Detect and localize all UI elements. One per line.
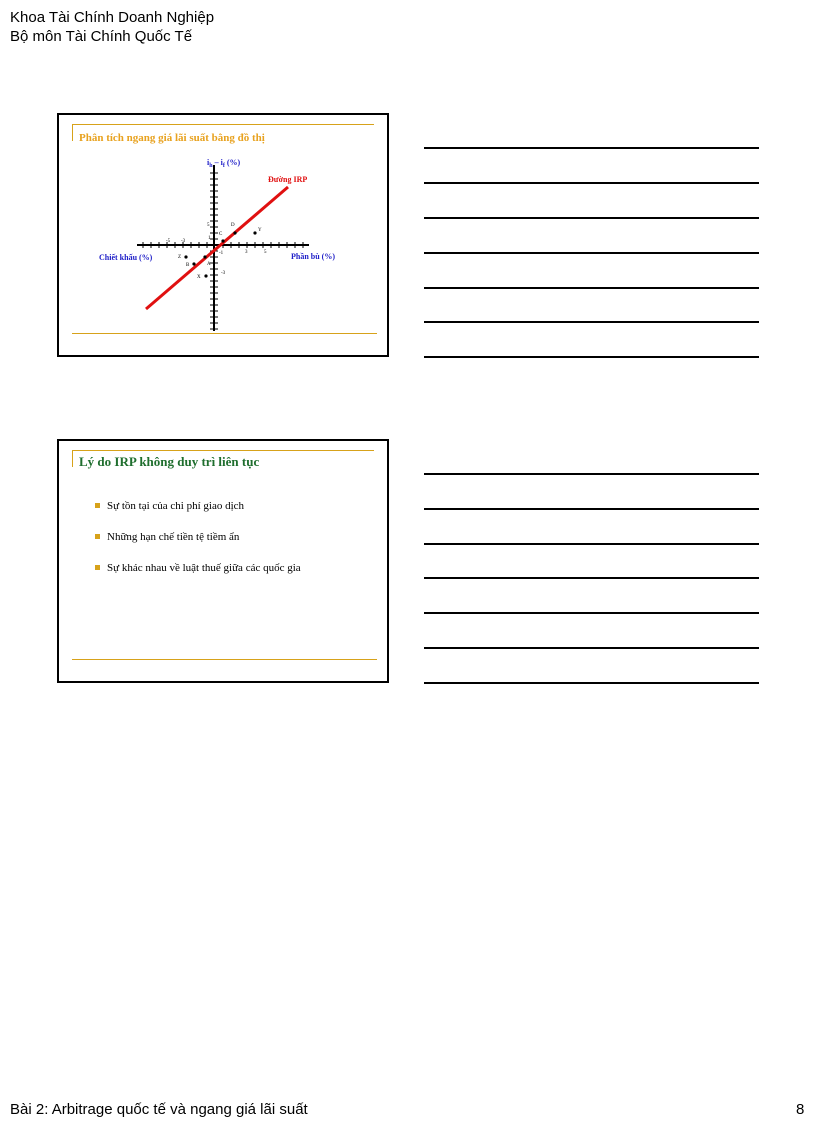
bullet-square-icon (95, 534, 100, 539)
note-line (424, 287, 759, 289)
note-line (424, 612, 759, 614)
header-department: Bộ môn Tài Chính Quốc Tế (10, 28, 193, 45)
bullet-square-icon (95, 565, 100, 570)
point-label-d: D (231, 223, 235, 228)
y-axis-label: $i_h - i_f$ (%) (207, 158, 241, 169)
tick-label-x-neg5: -5 (166, 239, 171, 244)
note-line (424, 543, 759, 545)
footer-rule (72, 659, 377, 660)
bullet-item: Sự tồn tại của chi phí giao dịch (95, 500, 244, 512)
note-line (424, 182, 759, 184)
note-line (424, 577, 759, 579)
note-line (424, 217, 759, 219)
point-label-z: Z (178, 255, 182, 260)
irp-line-label: Đường IRP (268, 175, 308, 184)
tick-label-y-1: 1 (208, 236, 211, 241)
point-label-y: Y (258, 228, 262, 233)
footer-lecture-title: Bài 2: Arbitrage quốc tế và ngang giá lãi suất (10, 1101, 308, 1118)
point-y (253, 231, 256, 234)
point-z (184, 255, 187, 258)
point-c (221, 239, 224, 242)
tick-label-y-neg3: -3 (221, 271, 226, 276)
slide-irp-graph (57, 113, 389, 357)
title-rule (72, 450, 374, 451)
bullet-item: Những hạn chế tiền tệ tiềm ẩn (95, 531, 239, 543)
page-number: 8 (796, 1101, 805, 1118)
slide-title: Phân tích ngang giá lãi suất bằng đồ thị (79, 132, 265, 144)
note-line (424, 321, 759, 323)
point-d (233, 231, 236, 234)
bullet-item: Sự khác nhau về luật thuế giữa các quốc gia (95, 562, 301, 574)
point-b (192, 262, 195, 265)
note-line (424, 508, 759, 510)
point-label-a: A (207, 262, 211, 267)
slide-title: Lý do IRP không duy trì liên tục (79, 454, 260, 469)
slide-irp-reasons (57, 439, 389, 683)
discount-label: Chiết khấu (%) (99, 253, 153, 262)
note-line (424, 356, 759, 358)
footer-rule (72, 333, 377, 334)
note-line (424, 682, 759, 684)
title-rule (72, 124, 374, 125)
note-line (424, 473, 759, 475)
tick-label-x-3: 3 (245, 250, 248, 255)
note-line (424, 252, 759, 254)
premium-label: Phần bù (%) (291, 252, 336, 261)
point-a (203, 255, 206, 258)
title-rule-vertical (72, 124, 73, 141)
point-x (204, 274, 207, 277)
point-label-c: C (219, 232, 223, 237)
header-faculty: Khoa Tài Chính Doanh Nghiệp (10, 9, 215, 26)
note-line (424, 147, 759, 149)
point-label-x: X (197, 275, 201, 280)
tick-label-x-neg3: -3 (181, 239, 186, 244)
tick-label-x-5: 5 (264, 250, 267, 255)
tick-label-y-neg1: -1 (219, 251, 224, 256)
tick-label-y-5: 5 (207, 223, 210, 228)
point-label-b: B (186, 263, 190, 268)
irp-chart (59, 153, 387, 353)
title-rule-vertical (72, 450, 73, 467)
note-line (424, 647, 759, 649)
bullet-square-icon (95, 503, 100, 508)
